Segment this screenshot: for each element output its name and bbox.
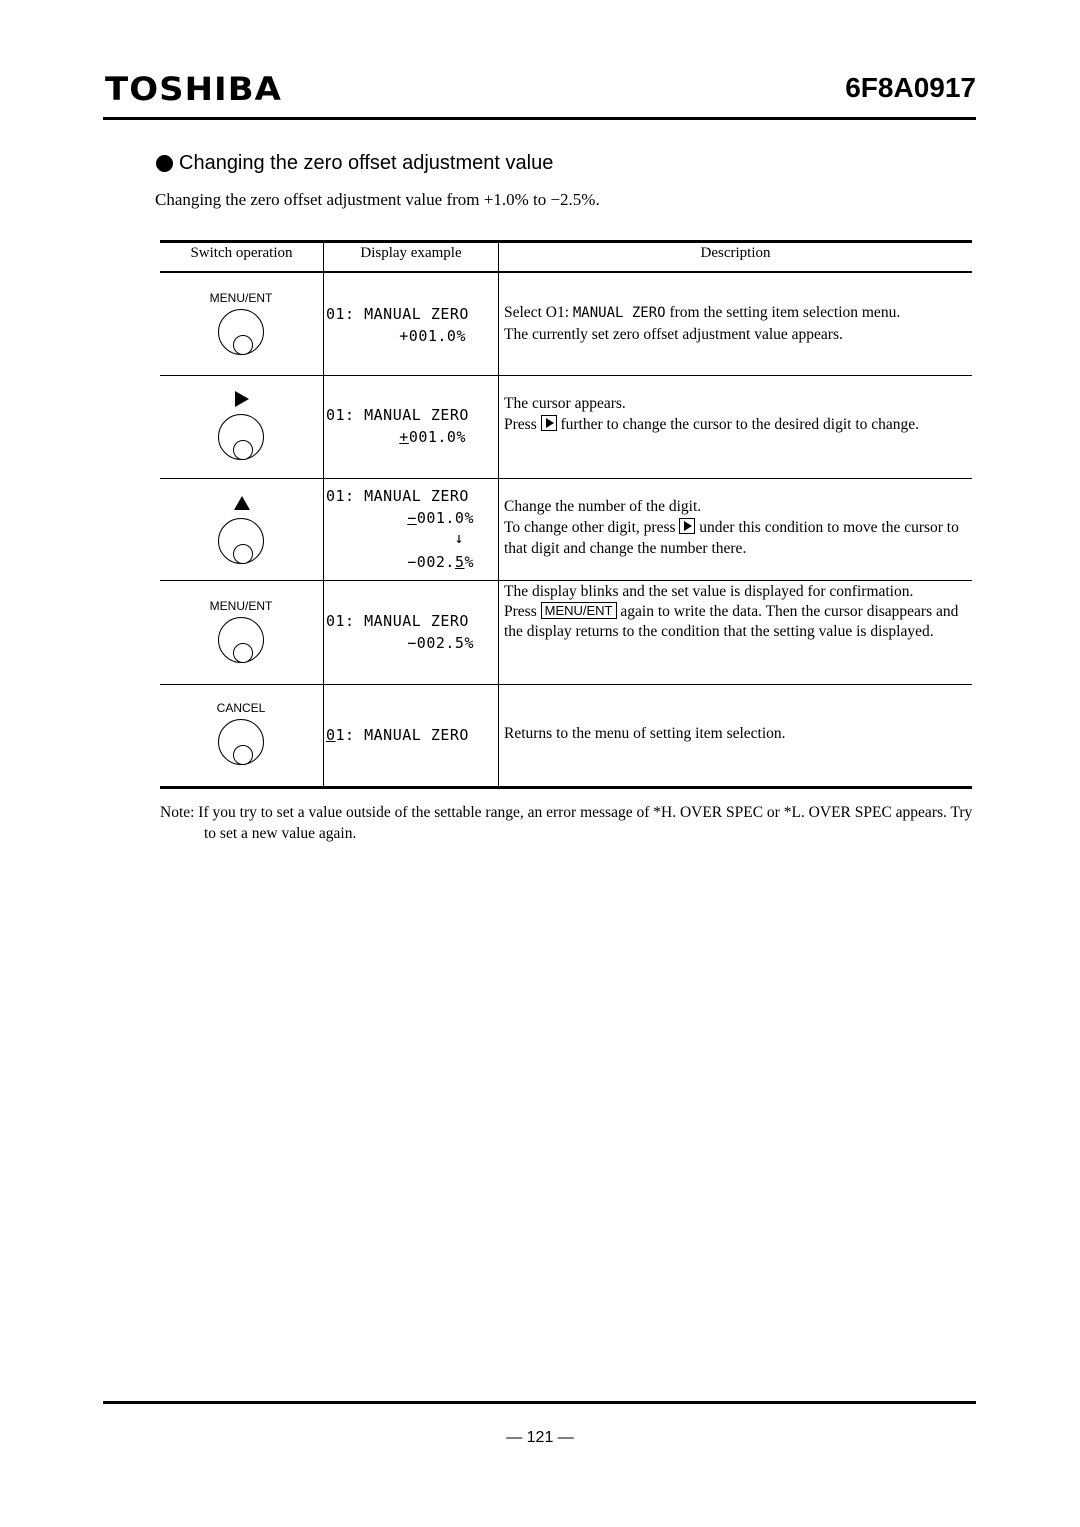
bullet-icon [156,155,173,172]
knob-indicator-icon [233,643,253,663]
display-text: 1: MANUAL ZERO [335,726,469,744]
row-description [504,582,969,642]
column-divider [323,240,324,788]
menu-ent-key-icon: MENU/ENT [541,602,617,619]
up-button[interactable] [218,518,264,564]
note-text: Note: If you try to set a value outside of the settable range, an error message of *H. OVER SPEC or *L. OVER SPEC appears. Try to set a new value again. [160,804,973,842]
right-key-icon [679,518,695,534]
display-line [326,726,469,744]
document-number: 6F8A0917 [845,72,976,103]
header-display-example: Display example [360,245,462,261]
header-description: Description [700,245,771,261]
display-line: 01: MANUAL ZERO [326,487,469,505]
desc-text: Change the number of the digit. [504,498,702,515]
row-description [504,496,969,559]
menu-ent-label: MENU/ENT [209,599,273,613]
page-number: — 121 — [506,1429,574,1446]
up-arrow-icon [234,496,250,510]
row-divider [160,375,972,376]
display-value [326,509,474,527]
row-divider [160,684,972,685]
knob-indicator-icon [233,335,253,355]
display-value: −002.5% [407,634,474,652]
row-divider [160,478,972,479]
display-cursor: + [399,428,409,446]
right-arrow-icon [235,391,249,407]
desc-text: The cursor appears. [504,395,626,412]
menu-ent-button[interactable] [218,617,264,663]
desc-mono-text: MANUAL ZERO [572,305,666,321]
column-divider [498,240,499,788]
knob-indicator-icon [233,440,253,460]
down-arrow-icon: ↓ [454,529,464,547]
cancel-label: CANCEL [216,701,266,715]
desc-text: Press [504,416,541,433]
desc-text: The display blinks and the set value is displayed for confirmation. [504,583,914,600]
knob-indicator-icon [233,745,253,765]
display-line: 01: MANUAL ZERO [326,406,469,424]
display-cursor: 5 [454,553,465,571]
toshiba-logo: TOSHIBA [105,70,282,108]
row-description [504,393,969,435]
table-top-border [160,240,972,243]
row-divider [160,580,972,581]
row-description: Returns to the menu of setting item selection. [504,725,786,742]
desc-text: The currently set zero offset adjustment value appears. [504,326,843,343]
right-button[interactable] [218,414,264,460]
cancel-button[interactable] [218,719,264,765]
display-text: −002. [407,553,455,571]
footer-divider [103,1401,976,1404]
display-value: +001.0% [399,327,466,345]
display-value [326,428,466,446]
knob-indicator-icon [233,544,253,564]
right-key-icon [541,415,557,431]
table-bottom-border [160,786,972,789]
table-header-border [160,271,972,273]
desc-text: under this condition to move the cursor to that digit and change the number there. [504,519,959,557]
header-divider [103,117,976,120]
intro-text: Changing the zero offset adjustment value from +1.0% to −2.5%. [155,190,600,209]
section-title [156,152,553,175]
desc-text: Press [504,603,541,620]
menu-ent-button[interactable] [218,309,264,355]
header-switch-operation: Switch operation [190,245,293,261]
display-text: 001.0% [408,428,466,446]
display-line: 01: MANUAL ZERO [326,305,469,323]
section-title-text: Changing the zero offset adjustment value [179,152,554,174]
menu-ent-label: MENU/ENT [209,291,273,305]
row-description [504,302,969,345]
display-cursor: 0 [326,726,336,744]
desc-text: again to write the data. Then the cursor disappears and the display returns to the condition that the setting value is displayed. [504,603,959,640]
display-text: 001.0% [416,509,474,527]
desc-text: further to change the cursor to the desired digit to change. [556,416,920,433]
display-value [326,553,474,571]
display-cursor: − [407,509,417,527]
display-text: % [464,553,474,571]
display-line: 01: MANUAL ZERO [326,612,469,630]
desc-text: Select O1: [504,304,573,321]
desc-text: To change other digit, press [504,519,680,536]
desc-text: from the setting item selection menu. [665,304,901,321]
